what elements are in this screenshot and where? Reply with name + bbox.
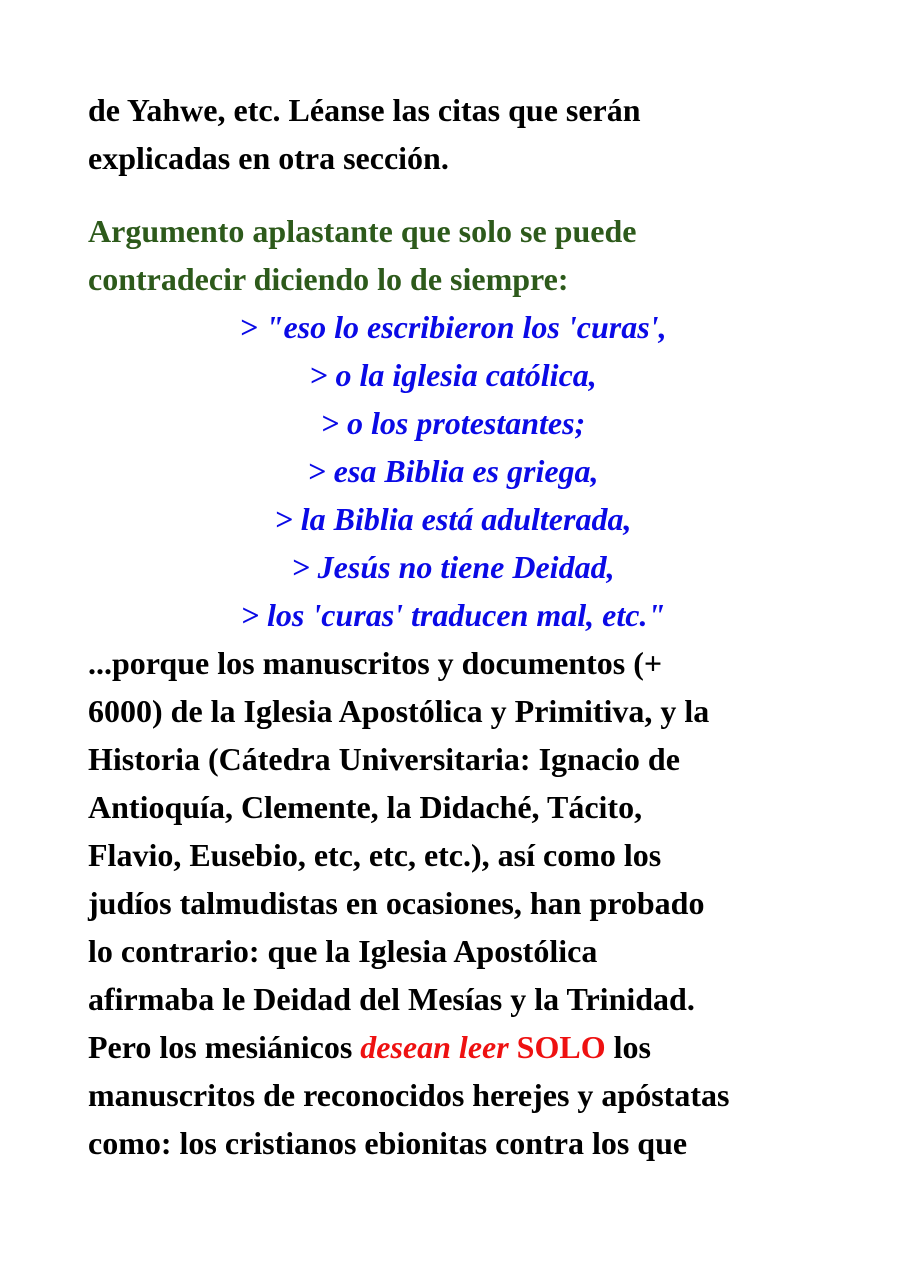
text-line: Flavio, Eusebio, etc, etc, etc.), así como los <box>88 837 662 873</box>
argument-line: contradecir diciendo lo de siempre: <box>88 261 569 297</box>
quote-line: > la Biblia está adulterada, <box>274 501 632 537</box>
quote-line: > "eso lo escribieron los 'curas', <box>239 309 667 345</box>
text-segment <box>509 1029 517 1065</box>
paragraph-gap <box>88 182 828 207</box>
mixed-emphasis-line <box>88 1023 828 1071</box>
text-line: Antioquía, Clemente, la Didaché, Tácito, <box>88 789 643 825</box>
text-line: Historia (Cátedra Universitaria: Ignacio de <box>88 741 680 777</box>
quote-line: > esa Biblia es griega, <box>307 453 599 489</box>
text-line: de Yahwe, etc. Léanse las citas que serán <box>88 92 641 128</box>
text-segment: los <box>605 1029 651 1065</box>
text-line: 6000) de la Iglesia Apostólica y Primitiva, y la <box>88 693 710 729</box>
emphasis-bold-red: SOLO <box>516 1029 606 1065</box>
document-page <box>88 86 828 1167</box>
text-segment: Pero los mesiánicos <box>88 1029 361 1065</box>
text-line: lo contrario: que la Iglesia Apostólica <box>88 933 598 969</box>
text-line: como: los cristianos ebionitas contra los que <box>88 1125 688 1161</box>
text-line: explicadas en otra sección. <box>88 140 449 176</box>
quote-line: > o los protestantes; <box>320 405 586 441</box>
argument-line: Argumento aplastante que solo se puede <box>88 213 637 249</box>
quote-line: > o la iglesia católica, <box>309 357 597 393</box>
text-line: ...porque los manuscritos y documentos (+ <box>88 645 663 681</box>
quote-line: > los 'curas' traducen mal, etc." <box>240 597 666 633</box>
text-line: manuscritos de reconocidos herejes y apóstatas <box>88 1077 730 1113</box>
emphasis-italic-red: desean leer <box>360 1029 509 1065</box>
quote-line: > Jesús no tiene Deidad, <box>291 549 615 585</box>
text-line: afirmaba le Deidad del Mesías y la Trinidad. <box>88 981 695 1017</box>
text-line: judíos talmudistas en ocasiones, han probado <box>88 885 705 921</box>
